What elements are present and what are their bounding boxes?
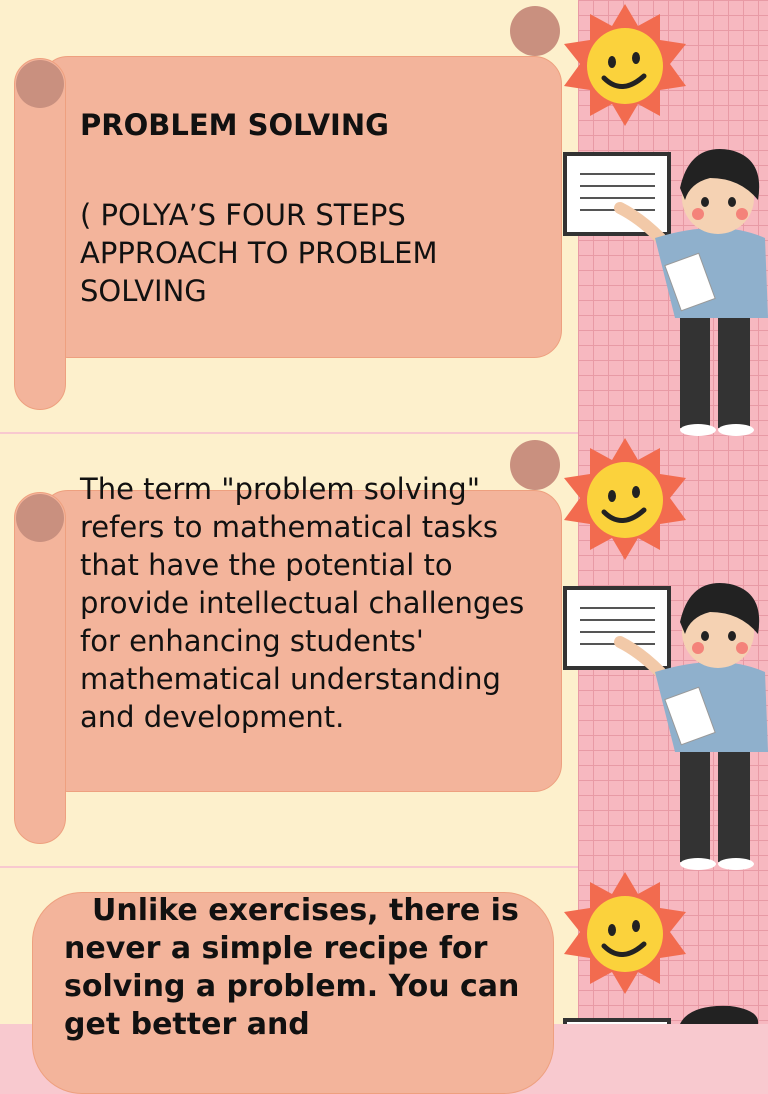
slide-2 (0, 434, 578, 866)
body-text: Unlike exercises, there is never a simple recipe for solving a problem. You can get better and (64, 893, 520, 1042)
boy-with-board-icon (560, 572, 768, 872)
scroll-curl-left (16, 60, 64, 108)
scroll-roll-left (14, 58, 66, 410)
sun-icon (560, 872, 690, 1012)
page-subtitle: ( POLYA’S FOUR STEPS APPROACH TO PROBLEM SOLVING (80, 198, 438, 308)
scroll-curl-left (16, 494, 64, 542)
sun-icon (560, 438, 690, 578)
slide-1 (0, 0, 578, 432)
slide-3 (0, 868, 578, 1042)
sun-icon (560, 4, 690, 144)
scroll-roll-left (14, 492, 66, 844)
boy-with-board-icon (560, 1004, 768, 1024)
boy-with-board-icon (560, 138, 768, 438)
scroll-curl-top (510, 6, 560, 56)
page-title: PROBLEM SOLVING (80, 108, 389, 142)
body-text: The term "problem solving" refers to mathematical tasks that have the potential to provide intellectual challenges for enhancing students' mathematical understanding and development. (80, 472, 525, 734)
